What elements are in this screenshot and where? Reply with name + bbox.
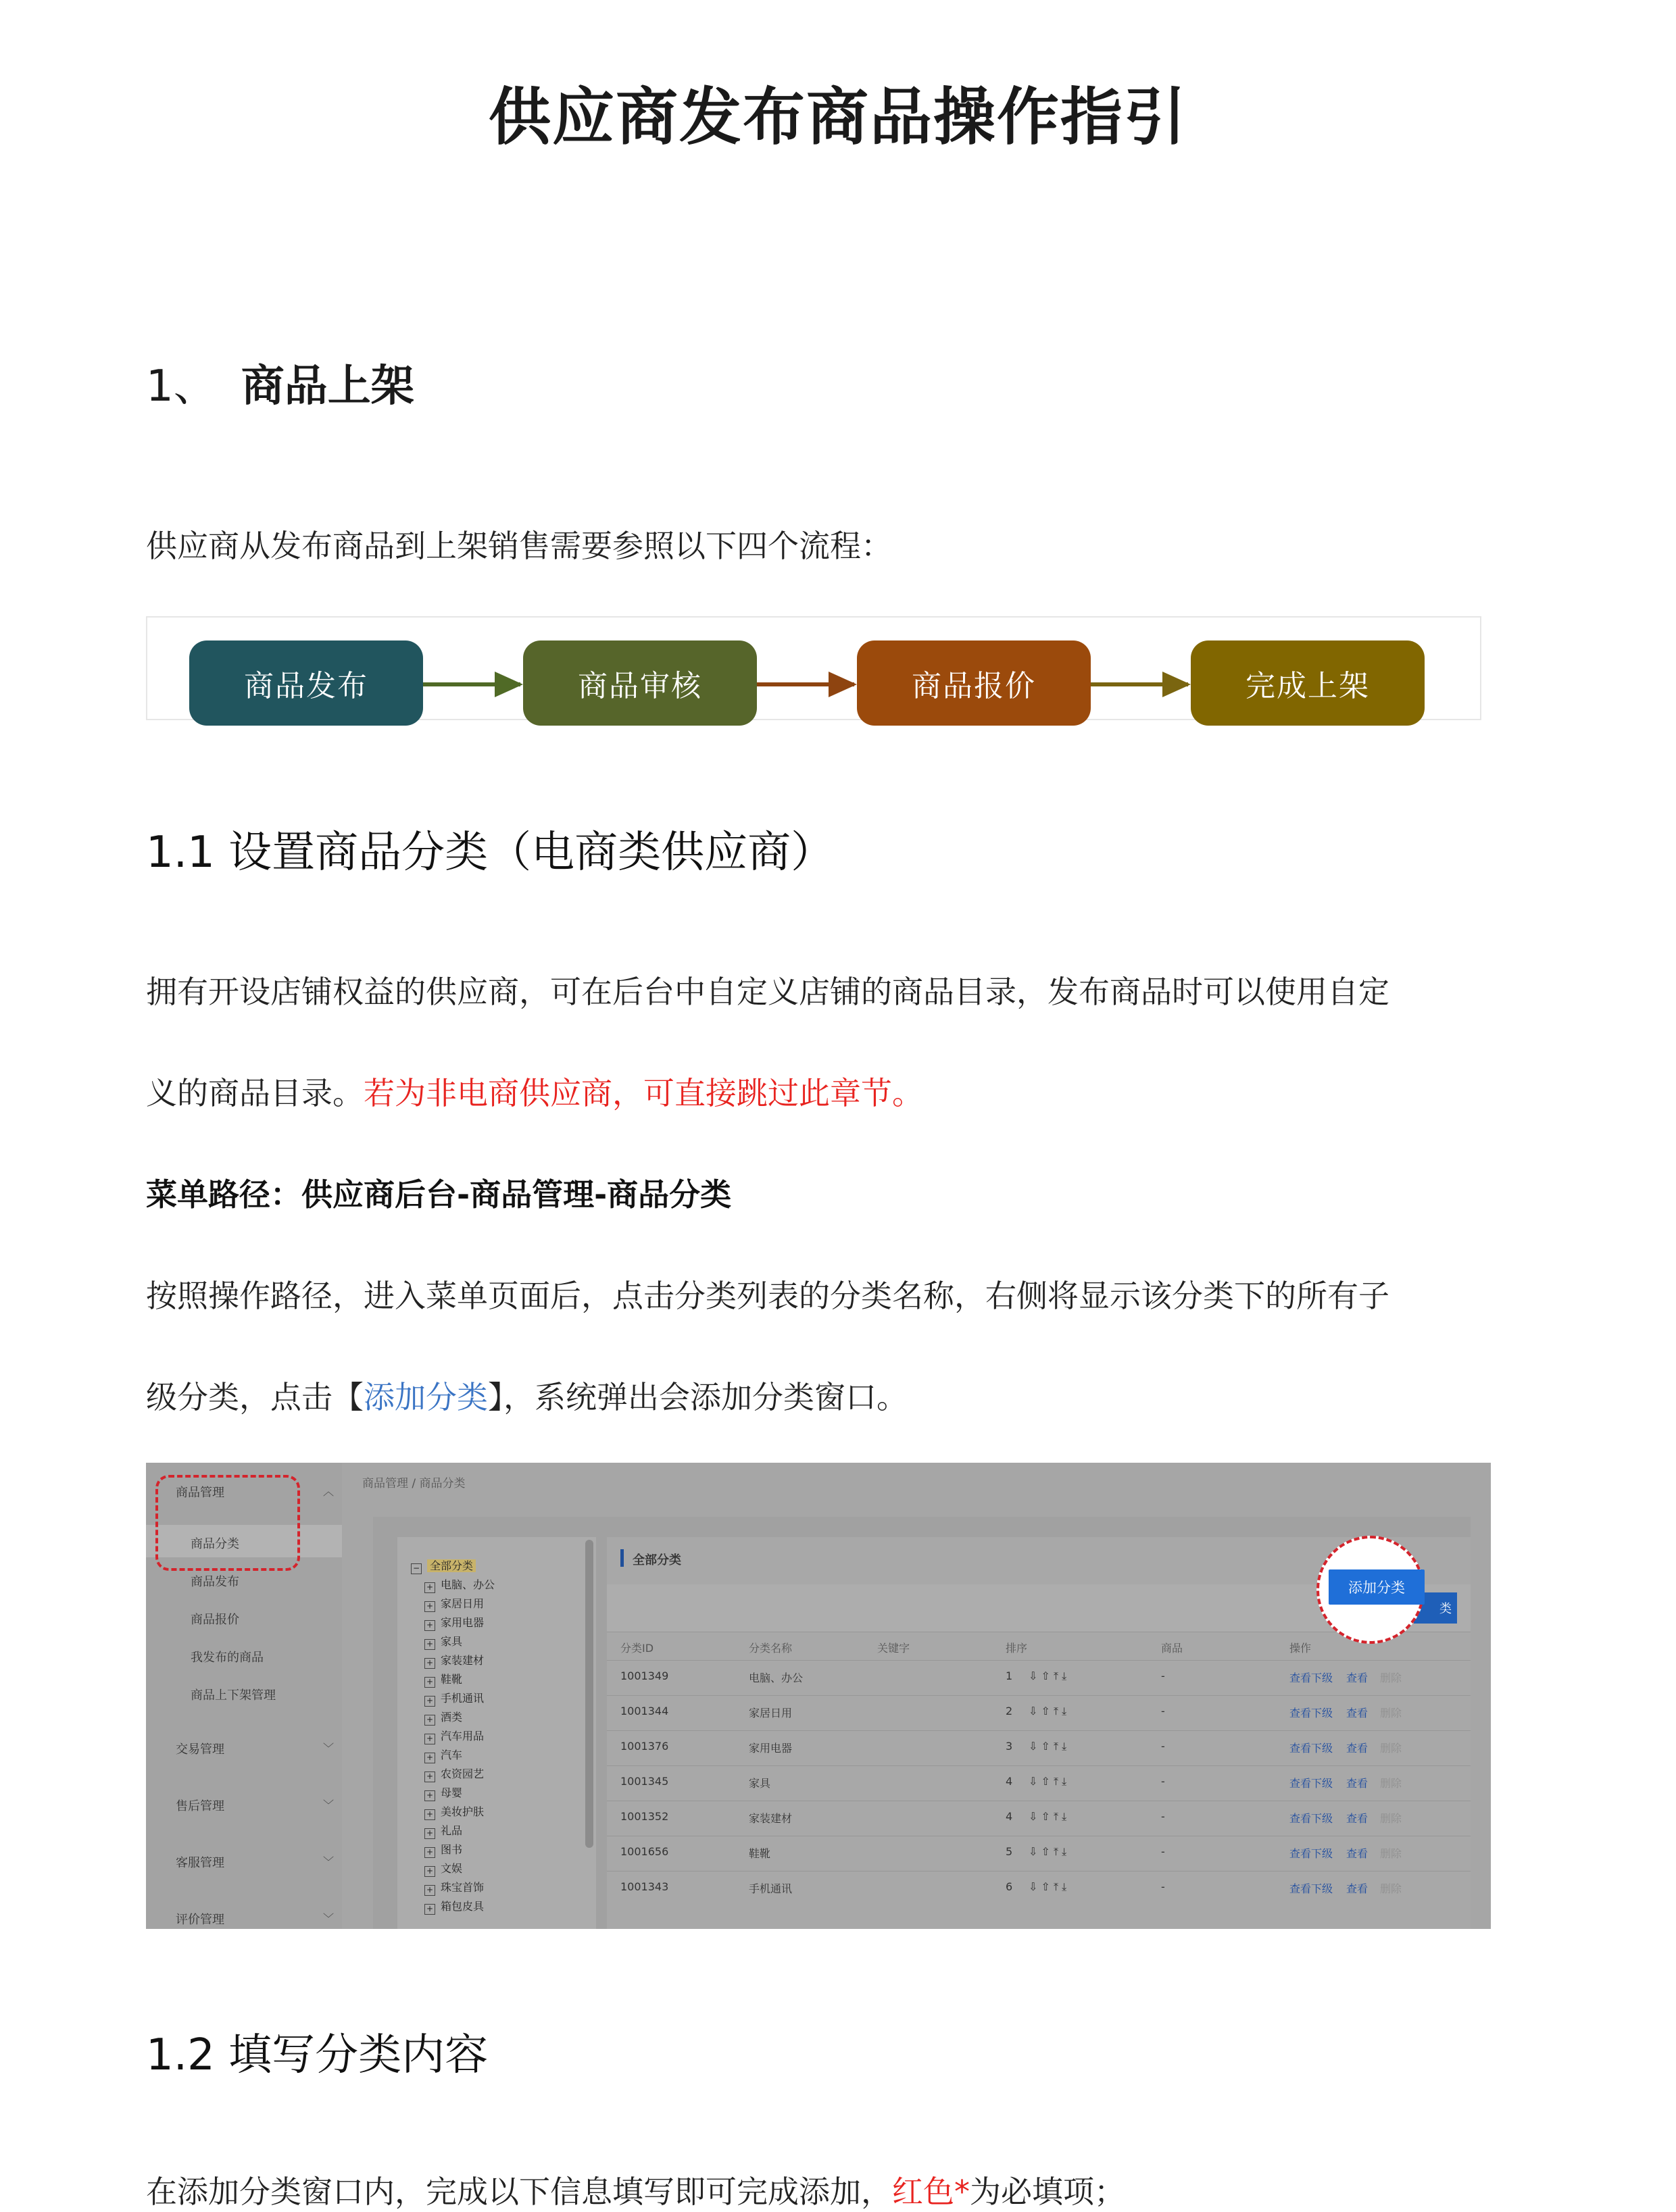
tree-item-label: 美妆护肤 [441,1805,485,1818]
category-goods: - [1161,1810,1165,1823]
table-row [607,1775,1471,1791]
category-sort: 5 [1006,1845,1013,1858]
section-1-title: 商品上架 [241,361,414,411]
table-header-cell: 关键字 [877,1642,910,1655]
tree-item[interactable] [424,1728,484,1744]
expand-icon[interactable]: + [424,1715,435,1726]
category-sort: 3 [1006,1740,1013,1753]
tree-item[interactable] [424,1746,462,1763]
chevron-down-icon: ﹀ [323,1799,335,1811]
category-name: 家装建材 [749,1812,793,1825]
add-category-button[interactable]: 添加分类 [1329,1569,1425,1605]
view-sub-link[interactable]: 查看下级 [1289,1777,1333,1790]
delete-link[interactable]: 删除 [1380,1812,1402,1825]
tree-item-label: 酒类 [441,1711,463,1724]
view-link[interactable]: 查看 [1346,1671,1369,1684]
category-sort: 6 [1006,1880,1013,1893]
category-id: 1001345 [620,1775,669,1788]
tree-item[interactable] [424,1803,484,1820]
flow-arrow-1 [423,682,520,686]
category-name: 电脑、办公 [749,1671,804,1684]
tree-item-label: 电脑、办公 [441,1578,495,1591]
flow-step-listed: 完成上架 [1191,640,1425,726]
tree-item-label: 家具 [441,1635,463,1648]
s12-para-1-text-b: 为必填项； [970,2173,1125,2210]
category-name: 家用电器 [749,1742,793,1755]
highlight-sidebar [155,1475,300,1571]
sort-arrows-icon[interactable]: ⇩ ⇧ ⤒ ⤓ [1029,1669,1067,1682]
required-marker-note: 红色* [892,2173,970,2210]
tree-item-label: 母婴 [441,1786,463,1799]
tree-item[interactable] [424,1690,484,1707]
flow-diagram [146,616,1481,720]
delete-link[interactable]: 删除 [1380,1882,1402,1895]
category-sort: 4 [1006,1775,1013,1788]
menu-path: 菜单路径：供应商后台-商品管理-商品分类 [146,1176,732,1213]
category-goods: - [1161,1705,1165,1717]
category-name: 手机通讯 [749,1882,793,1895]
view-sub-link[interactable]: 查看下级 [1289,1742,1333,1755]
table-header-cell: 分类ID [620,1642,654,1655]
table-row [607,1845,1471,1861]
sidebar-group-aftersale[interactable]: 售后管理 [176,1799,224,1813]
tree-item[interactable] [424,1633,462,1650]
sort-arrows-icon[interactable]: ⇩ ⇧ ⤒ ⤓ [1029,1740,1067,1753]
content-panel [373,1517,1471,1929]
heading-bar [620,1549,624,1567]
tree-item[interactable] [424,1576,495,1593]
sort-arrows-icon[interactable]: ⇩ ⇧ ⤒ ⤓ [1029,1845,1067,1858]
tree-item-label: 汽车用品 [441,1730,485,1742]
table-row [607,1810,1471,1826]
table-header-cell: 排序 [1006,1642,1028,1655]
category-goods: - [1161,1775,1165,1788]
s11-para-2-warning: 若为非电商供应商，可直接跳过此章节。 [364,1075,923,1111]
view-link[interactable]: 查看 [1346,1847,1369,1860]
sidebar-item-quote[interactable]: 商品报价 [191,1613,239,1627]
tree-item[interactable] [424,1652,484,1669]
flow-step-quote: 商品报价 [857,640,1091,726]
flow-arrow-3 [1091,682,1188,686]
expand-icon[interactable]: + [424,1639,435,1650]
table-header-cell: 分类名称 [749,1642,793,1655]
view-sub-link[interactable]: 查看下级 [1289,1671,1333,1684]
expand-icon[interactable]: + [424,1847,435,1858]
expand-icon[interactable]: + [424,1753,435,1763]
add-category-button-bg: 类 [1414,1592,1457,1624]
tree-item-label: 礼品 [441,1824,463,1837]
tree-item-label: 家装建材 [441,1654,485,1667]
expand-icon[interactable]: + [424,1601,435,1612]
view-sub-link[interactable]: 查看下级 [1289,1847,1333,1860]
view-sub-link[interactable]: 查看下级 [1289,1707,1333,1719]
tree-item[interactable] [424,1879,484,1896]
chevron-down-icon: ﹀ [323,1742,335,1755]
sidebar-group-trade[interactable]: 交易管理 [176,1742,224,1757]
sidebar-item-shelf[interactable]: 商品上下架管理 [191,1688,276,1703]
flow-step-publish: 商品发布 [189,640,423,726]
table-row [607,1669,1471,1686]
category-goods: - [1161,1880,1165,1893]
tree-item-label: 珠宝首饰 [441,1881,485,1894]
chevron-down-icon: ﹀ [323,1855,335,1868]
sort-arrows-icon[interactable]: ⇩ ⇧ ⤒ ⤓ [1029,1810,1067,1823]
view-link[interactable]: 查看 [1346,1777,1369,1790]
chevron-down-icon: ﹀ [323,1912,335,1925]
expand-icon[interactable]: + [424,1866,435,1877]
section-1-number: 1、 [146,361,217,411]
tree-item[interactable] [424,1595,484,1612]
tree-item[interactable] [424,1709,462,1726]
category-sort: 1 [1006,1669,1013,1682]
delete-link[interactable]: 删除 [1380,1742,1402,1755]
table-header-cell: 商品 [1161,1642,1183,1655]
category-id: 1001376 [620,1740,669,1753]
expand-icon[interactable]: + [424,1904,435,1915]
tree-item-label: 家居日用 [441,1597,485,1610]
category-id: 1001656 [620,1845,669,1858]
breadcrumb: 商品管理 / 商品分类 [362,1477,466,1490]
view-link[interactable]: 查看 [1346,1742,1369,1755]
section-1-2-heading: 1.2 填写分类内容 [146,2030,489,2080]
tree-root[interactable]: − 全部分类 [411,1557,476,1574]
table-header-cell: 操作 [1289,1642,1312,1655]
delete-link[interactable]: 删除 [1380,1777,1402,1790]
tree-item[interactable] [424,1841,462,1858]
tree-item[interactable] [424,1898,484,1915]
tree-item-label: 汽车 [441,1749,463,1761]
intro-text: 供应商从发布商品到上架销售需要参照以下四个流程： [146,528,892,564]
table-heading: 全部分类 [633,1553,681,1567]
tree-item[interactable] [424,1614,484,1631]
category-sort: 2 [1006,1705,1013,1717]
category-tree [397,1537,596,1929]
category-goods: - [1161,1845,1165,1858]
s12-para-1 [146,2167,1125,2212]
doc-title: 供应商发布商品操作指引 [488,81,1187,153]
expand-icon[interactable]: + [424,1620,435,1631]
add-category-link[interactable]: 添加分类 [364,1379,488,1415]
category-id: 1001349 [620,1669,669,1682]
delete-link[interactable]: 删除 [1380,1707,1402,1719]
row-divider [607,1660,1471,1661]
expand-icon[interactable]: + [424,1828,435,1839]
section-1-1-heading: 1.1 设置商品分类（电商类供应商） [146,828,835,878]
sort-arrows-icon[interactable]: ⇩ ⇧ ⤒ ⤓ [1029,1880,1067,1893]
expand-icon[interactable]: + [424,1771,435,1782]
row-divider [607,1695,1471,1696]
sidebar-item-category[interactable]: 商品分类 [191,1537,239,1551]
admin-main [342,1463,1491,1929]
s11-para-1: 拥有开设店铺权益的供应商，可在后台中自定义店铺的商品目录，发布商品时可以使用自定 [146,974,1389,1010]
view-link[interactable]: 查看 [1346,1812,1369,1825]
view-sub-link[interactable]: 查看下级 [1289,1882,1333,1895]
category-name: 家居日用 [749,1707,793,1719]
tree-item[interactable] [424,1671,462,1688]
tree-item[interactable] [424,1765,484,1782]
view-sub-link[interactable]: 查看下级 [1289,1812,1333,1825]
section-1-heading [146,351,414,413]
sidebar-group-goods[interactable]: 商品管理 [176,1486,224,1500]
expand-icon[interactable]: + [424,1582,435,1593]
view-link[interactable]: 查看 [1346,1882,1369,1895]
s11-para-2-text: 义的商品目录。 [146,1075,364,1111]
category-id: 1001344 [620,1705,669,1717]
expand-icon[interactable]: + [424,1885,435,1896]
sidebar-item-publish[interactable]: 商品发布 [191,1575,239,1589]
chevron-up-icon: ︿ [323,1485,335,1498]
sort-arrows-icon[interactable]: ⇩ ⇧ ⤒ ⤓ [1029,1705,1067,1717]
category-id: 1001352 [620,1810,669,1823]
tree-item-label: 农资园艺 [441,1767,485,1780]
table-row [607,1880,1471,1896]
s11-para-3: 按照操作路径，进入菜单页面后，点击分类列表的分类名称，右侧将显示该分类下的所有子 [146,1278,1389,1314]
expand-icon[interactable]: + [424,1658,435,1669]
tree-item-label: 手机通讯 [441,1692,485,1705]
expand-icon[interactable]: + [424,1809,435,1820]
sidebar-group-service[interactable]: 客服管理 [176,1856,224,1870]
s11-para-2 [146,1069,923,1113]
category-goods: - [1161,1740,1165,1753]
s11-para-4 [146,1373,908,1417]
s11-para-4-text-a: 级分类，点击【 [146,1379,364,1415]
flow-arrow-2 [757,682,854,686]
category-sort: 4 [1006,1810,1013,1823]
tree-item[interactable] [424,1860,462,1877]
delete-link[interactable]: 删除 [1380,1847,1402,1860]
category-screenshot [146,1463,1491,1929]
s11-para-4-text-b: 】，系统弹出会添加分类窗口。 [488,1379,908,1415]
delete-link[interactable]: 删除 [1380,1671,1402,1684]
tree-item[interactable] [424,1784,462,1801]
category-name: 鞋靴 [749,1847,771,1860]
s12-para-1-text-a: 在添加分类窗口内，完成以下信息填写即可完成添加， [146,2173,892,2210]
table-row [607,1740,1471,1756]
tree-item[interactable] [424,1822,462,1839]
tree-item-label: 鞋靴 [441,1673,463,1686]
tree-scrollbar[interactable] [585,1540,593,1848]
category-id: 1001343 [620,1880,669,1893]
admin-sidebar [146,1463,342,1929]
view-link[interactable]: 查看 [1346,1707,1369,1719]
expand-icon[interactable]: + [424,1790,435,1801]
tree-item-label: 家用电器 [441,1616,485,1629]
expand-icon[interactable]: + [424,1734,435,1744]
row-divider [607,1730,1471,1731]
tree-item-label: 图书 [441,1843,463,1856]
sidebar-item-my-goods[interactable]: 我发布的商品 [191,1651,264,1665]
category-goods: - [1161,1669,1165,1682]
expand-icon[interactable]: + [424,1677,435,1688]
category-name: 家具 [749,1777,771,1790]
tree-item-label: 箱包皮具 [441,1900,485,1913]
row-divider [607,1765,1471,1766]
flow-step-review: 商品审核 [523,640,757,726]
tree-item-label: 文娱 [441,1862,463,1875]
sidebar-group-review[interactable]: 评价管理 [176,1913,224,1927]
expand-icon[interactable]: + [424,1696,435,1707]
table-row [607,1705,1471,1721]
sort-arrows-icon[interactable]: ⇩ ⇧ ⤒ ⤓ [1029,1775,1067,1788]
